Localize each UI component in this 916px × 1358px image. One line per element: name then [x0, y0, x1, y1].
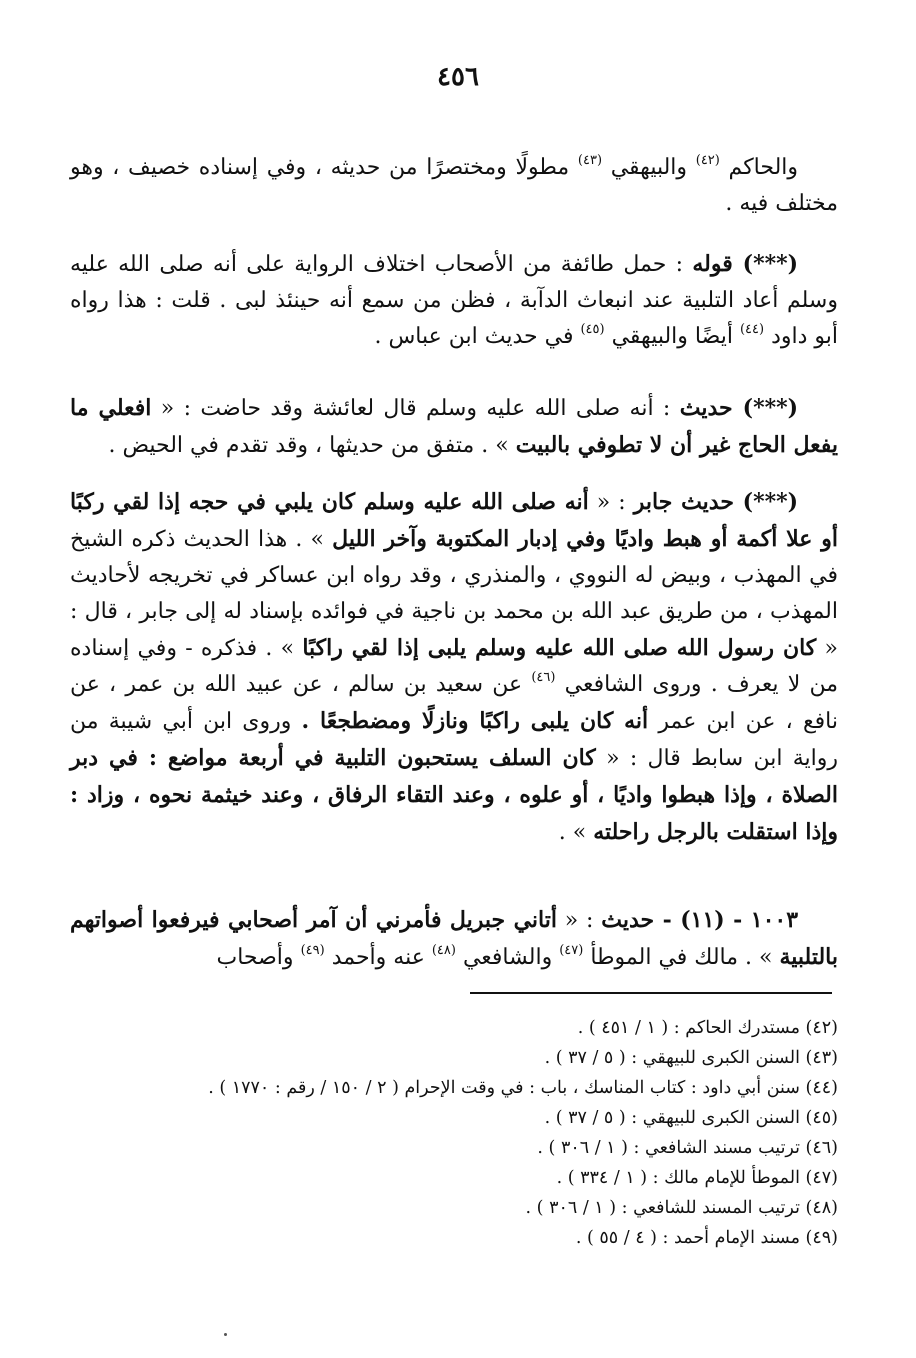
hadith-quote: أنه كان يلبى راكبًا ونازلًا ومضطجعًا .	[301, 708, 649, 734]
footnote: (٤٨) ترتيب المسند للشافعي : ( ١ / ٣٠٦ ) .	[525, 1198, 838, 1218]
paragraph-continuation	[70, 150, 838, 222]
paragraph-marker: (***) قوله	[692, 251, 798, 277]
hadith-quote: كان السلف يستحبون التلبية في أربعة مواضع : في دبر الصلاة ، وإذا هبطوا واديًا ، أو علوه ، وعند التقاء الرفاق ، وعند خيثمة نحوه ، وزاد : وإذا استقلت بالرجل راحلته	[70, 745, 838, 845]
hadith-quote: افعلي ما يفعل الحاج غير أن لا تطوفي بالبيت	[70, 395, 838, 458]
text: عنه وأحمد	[331, 945, 425, 970]
text: والبيهقي	[610, 155, 688, 180]
footnote-ref[interactable]: (٤٢)	[695, 153, 720, 168]
footnote-ref[interactable]: (٤٦)	[531, 670, 556, 685]
text: » . هذا الحديث ذكره الشيخ في المهذب ، وبيض له النووي ، والمنذري ، وقد رواه ابن عساكر في تخريجه لأحاديث المهذب ، من طريق عبد الله بن محمد بن ناجية في فوائده بإسناد له إلى جابر ، قال : «	[70, 527, 839, 661]
hadith-number: ١٠٠٣ - (١١) - حديث	[601, 907, 799, 933]
footnote: (٤٦) ترتيب مسند الشافعي : ( ١ / ٣٠٦ ) .	[537, 1138, 838, 1158]
paragraph-qawluh	[70, 246, 838, 355]
text: : حمل طائفة من الأصحاب اختلاف الرواية على أنه صلى الله عليه وسلم أعاد التلبية عند انبعاث الدآبة ، فظن من سمع أنه حينئذ لبى . قلت : هذا رواه أبو داود	[70, 252, 838, 349]
footnote: (٤٤) سنن أبي داود : كتاب المناسك ، باب : في وقت الإحرام ( ٢ / ١٥٠ / رقم : ١٧٧٠ ) .	[208, 1078, 838, 1098]
footnote: (٤٣) السنن الكبرى للبيهقي : ( ٥ / ٣٧ ) .	[544, 1048, 838, 1068]
text: أيضًا والبيهقي	[611, 324, 733, 349]
footnote-ref[interactable]: (٤٥)	[580, 322, 605, 337]
paragraph-hadith-aisha	[70, 390, 838, 464]
text: » . فذكره - وفي إسناده من لا يعرف . وروى الشافعي	[70, 636, 838, 697]
paragraph-hadith-1003	[70, 902, 838, 976]
page-number: ٤٥٦	[437, 62, 479, 92]
text: والحاكم	[728, 155, 799, 180]
footnotes	[60, 1013, 838, 1253]
text: : «	[564, 908, 594, 933]
text: في حديث ابن عباس .	[374, 324, 574, 349]
text: » .	[558, 820, 587, 845]
text: وروى ابن أبي شيبة من رواية ابن سابط قال : «	[70, 709, 838, 771]
footnote: (٤٥) السنن الكبرى للبيهقي : ( ٥ / ٣٧ ) .	[544, 1108, 838, 1128]
footnote-ref[interactable]: (٤٣)	[577, 153, 603, 168]
text: وأصحاب	[216, 945, 294, 970]
text: عن سعيد بن سالم ، عن عبيد الله بن عمر ، عن نافع ، عن ابن عمر	[70, 672, 839, 734]
footnote-ref[interactable]: (٤٤)	[739, 322, 765, 337]
footnote: (٤٩) مسند الإمام أحمد : ( ٤ / ٥٥ ) .	[575, 1228, 838, 1248]
hadith-quote: أنه صلى الله عليه وسلم كان يلبي في حجه إذا لقي ركبًا أو علا أكمة أو هبط واديًا وفي إدبار المكتوبة وآخر الليل	[70, 489, 838, 552]
text: : أنه صلى الله عليه وسلم قال لعائشة وقد حاضت : «	[160, 396, 671, 421]
footnote-ref[interactable]: (٤٨)	[431, 943, 456, 958]
text: والشافعي	[462, 945, 553, 970]
hadith-quote: كان رسول الله صلى الله عليه وسلم يلبى إذا لقي راكبًا	[302, 635, 817, 661]
paragraph-hadith-jabir	[70, 484, 838, 851]
text: » . متفق من حديثها ، وقد تقدم في الحيض .	[108, 433, 509, 458]
footnote-ref[interactable]: (٤٧)	[559, 943, 584, 958]
footnote: (٤٢) مستدرك الحاكم : ( ١ / ٤٥١ ) .	[577, 1018, 838, 1038]
footnote-divider	[470, 992, 832, 994]
paragraph-marker: (***) حديث جابر	[633, 489, 799, 515]
text: » . مالك في الموطأ	[590, 945, 773, 970]
paragraph-marker: (***) حديث	[679, 395, 799, 421]
hadith-quote: أتاني جبريل فأمرني أن آمر أصحابي فيرفعوا أصواتهم بالتلبية	[70, 907, 838, 970]
footnote-ref[interactable]: (٤٩)	[300, 943, 325, 958]
footnote: (٤٧) الموطأ للإمام مالك : ( ١ / ٣٣٤ ) .	[556, 1168, 838, 1188]
text: مطولًا ومختصرًا من حديثه ، وفي إسناده خصيف ، وهو مختلف فيه .	[70, 155, 838, 216]
text: : «	[596, 490, 626, 515]
scan-speck	[224, 1333, 227, 1336]
